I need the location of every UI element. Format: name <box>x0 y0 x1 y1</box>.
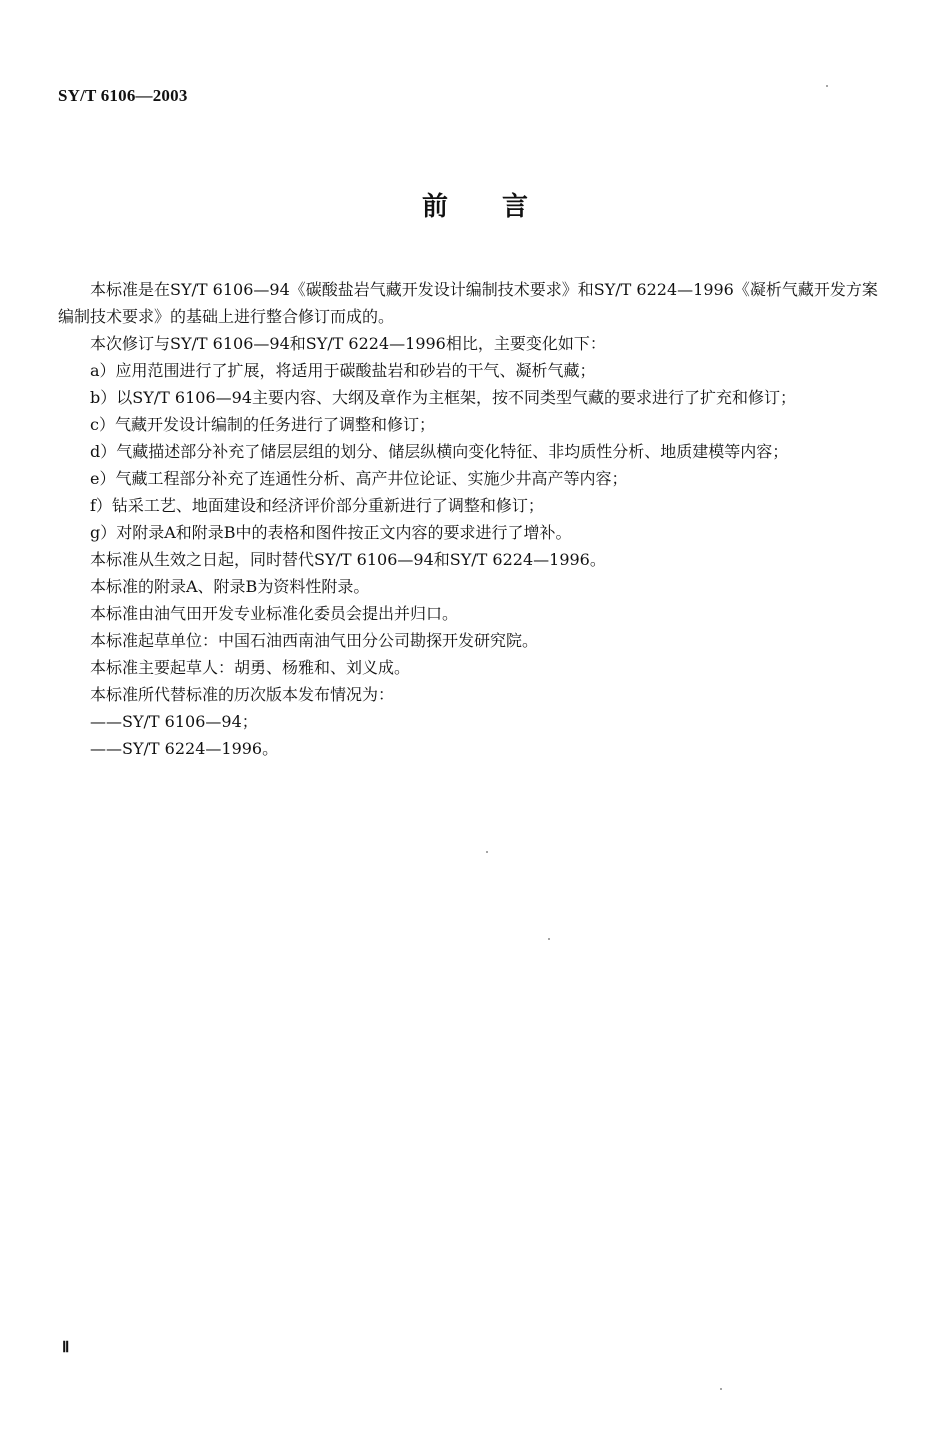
list-item: d）气藏描述部分补充了储层层组的划分、储层纵横向变化特征、非均质性分析、地质建模等内容； <box>90 442 789 461</box>
history-item: ——SY/T 6224—1996。 <box>90 739 279 758</box>
page-title: 前言 <box>421 192 582 222</box>
standard-code: SY/T 6106—2003 <box>58 86 188 105</box>
paragraph-changes-intro: 本次修订与SY/T 6106—94和SY/T 6224—1996相比，主要变化如下： <box>90 334 606 353</box>
page-number: Ⅱ <box>62 1340 70 1356</box>
paragraph-annexes: 本标准的附录A、附录B为资料性附录。 <box>90 577 370 596</box>
list-item: e）气藏工程部分补充了连通性分析、高产井位论证、实施少井高产等内容； <box>90 469 628 488</box>
paragraph-drafting-unit: 本标准起草单位：中国石油西南油气田分公司勘探开发研究院。 <box>90 631 539 650</box>
list-item: b）以SY/T 6106—94主要内容、大纲及章作为主框架，按不同类型气藏的要求进行了扩充和修订； <box>90 388 796 407</box>
paragraph-proposer: 本标准由油气田开发专业标准化委员会提出并归口。 <box>90 604 459 623</box>
scan-speck <box>548 938 550 940</box>
paragraph-drafters: 本标准主要起草人：胡勇、杨雅和、刘义成。 <box>90 658 411 677</box>
history-item: ——SY/T 6106—94； <box>90 712 258 731</box>
paragraph-replaces: 本标准从生效之日起，同时替代SY/T 6106—94和SY/T 6224—1996。 <box>90 550 606 569</box>
paragraph-intro: 本标准是在SY/T 6106—94《碳酸盐岩气藏开发设计编制技术要求》和SY/T 6224—1996《凝析气藏开发方案编制技术要求》的基础上进行整合修订而成的。 <box>58 280 878 326</box>
scan-speck <box>720 1388 722 1390</box>
foreword-body <box>58 276 884 762</box>
list-item: g）对附录A和附录B中的表格和图件按正文内容的要求进行了增补。 <box>90 523 572 542</box>
paragraph-history-intro: 本标准所代替标准的历次版本发布情况为： <box>90 685 395 704</box>
list-item: c）气藏开发设计编制的任务进行了调整和修订； <box>90 415 435 434</box>
list-item: f）钻采工艺、地面建设和经济评价部分重新进行了调整和修订； <box>90 496 544 515</box>
scan-speck <box>486 851 488 853</box>
scan-speck <box>826 85 828 87</box>
list-item: a）应用范围进行了扩展，将适用于碳酸盐岩和砂岩的干气、凝析气藏； <box>90 361 596 380</box>
